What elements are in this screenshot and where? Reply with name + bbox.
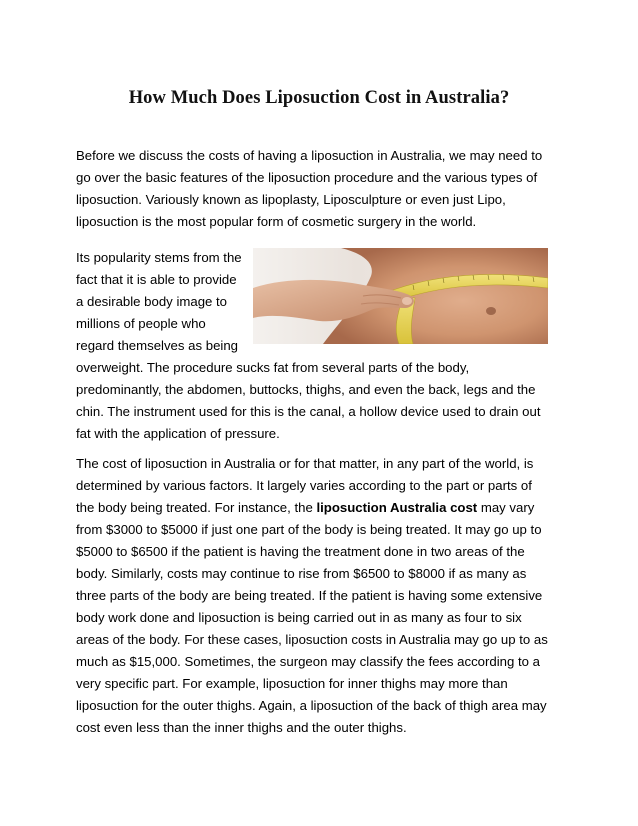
text-line: fact that it is able to provide — [76, 272, 237, 287]
text-line: $5000 to $6500 if the patient is having the treatment done in two areas of the — [76, 544, 525, 559]
text-line: much as $15,000. Sometimes, the surgeon may classify the fees according to a — [76, 654, 541, 669]
fingernail — [402, 297, 412, 305]
keyword-liposuction-australia-cost: liposuction Australia cost — [316, 500, 478, 515]
text-line: from $3000 to $5000 if just one part of the body is being treated. It may go up to — [76, 522, 542, 537]
text-line: Before we discuss the costs of having a liposuction in Australia, we may need to — [76, 148, 543, 163]
text-line: cost even less than the inner thighs and the outer thighs. — [76, 720, 407, 735]
text-line: areas of the body. For these cases, liposuction costs in Australia may go up to as — [76, 632, 548, 647]
tape-measure-waist-photo — [253, 248, 548, 344]
navel — [486, 307, 496, 315]
text-line: go over the basic features of the liposuction procedure and the various types of — [76, 170, 538, 185]
text-line: overweight. The procedure sucks fat from several parts of the body, — [76, 360, 470, 375]
text-line: determined by various factors. It largely varies according to the part or parts of — [76, 478, 532, 493]
text-line: body. Similarly, costs may continue to rise from $6500 to $8000 if as many as — [76, 566, 527, 581]
text-segment: may vary — [477, 500, 535, 515]
text-line: millions of people who — [76, 316, 206, 331]
text-line: a desirable body image to — [76, 294, 228, 309]
text-line: liposuction for the outer thighs. Again, a liposuction of the back of thigh area may — [76, 698, 547, 713]
text-line: very specific part. For example, liposuction for inner thighs may more than — [76, 676, 508, 691]
text-line-with-keyword — [76, 497, 566, 519]
text-segment: the body being treated. For instance, the — [76, 500, 317, 515]
text-line: chin. The instrument used for this is the canal, a hollow device used to drain out — [76, 404, 541, 419]
paragraph-cost — [76, 453, 566, 739]
text-line: body work done and liposuction is being carried out in as many as four to six — [76, 610, 522, 625]
text-line: The cost of liposuction in Australia or for that matter, in any part of the world, is — [76, 456, 534, 471]
text-line: liposuction is the most popular form of cosmetic surgery in the world. — [76, 214, 477, 229]
text-line: predominantly, the abdomen, buttocks, thighs, and even the back, legs and the — [76, 382, 536, 397]
text-line: regard themselves as being — [76, 338, 239, 353]
page-title: How Much Does Liposuction Cost in Australia? — [128, 88, 510, 108]
text-line: three parts of the body are being treated. If the patient is having some extensive — [76, 588, 543, 603]
text-line: fat with the application of pressure. — [76, 426, 280, 441]
paragraph-intro — [76, 145, 566, 233]
text-line: liposuction. Variously known as lipoplasty, Liposculpture or even just Lipo, — [76, 192, 506, 207]
text-line: Its popularity stems from the — [76, 250, 242, 265]
